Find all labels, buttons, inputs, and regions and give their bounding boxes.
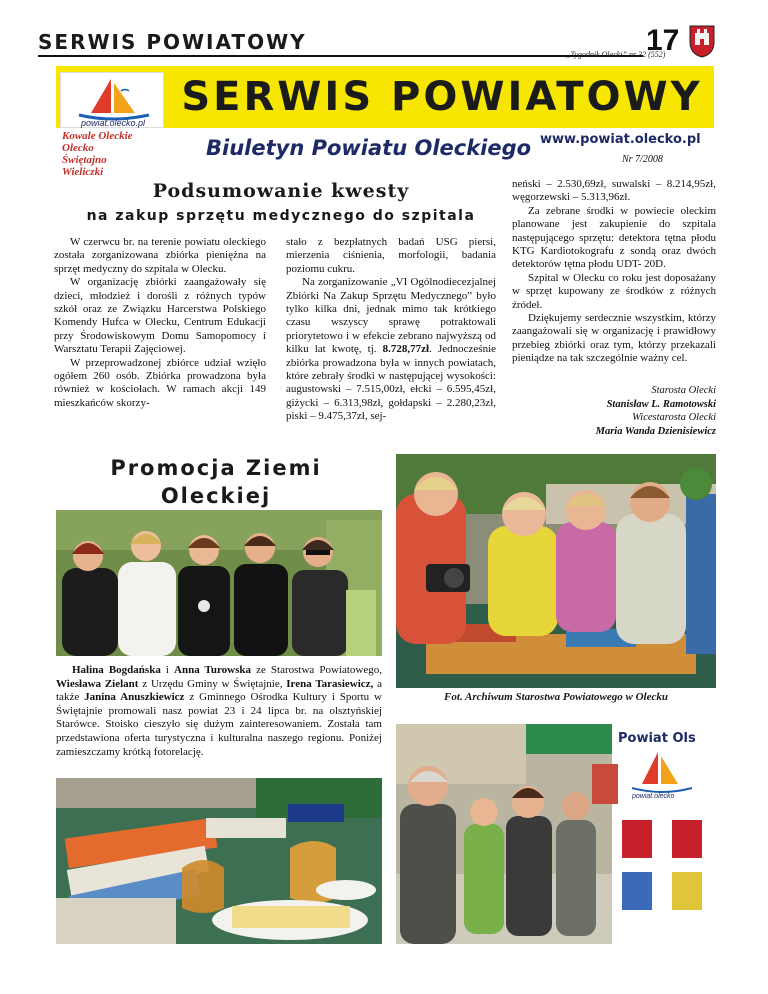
powiat-logo [60,72,164,128]
masthead-url[interactable]: www.powiat.olecko.pl [540,132,701,147]
article-column-2 [286,236,496,424]
paragraph: W organizację zbiórki zaangażowały się dzieci, młodzież i dorośli z różnych typów szkół oraz ze Związku Harcerstwa Polskiego Komendy Hufca w Olecku, Centrum Edukacji przy Środowiskowym Domu Samopomocy i Warsztatu Terapii Zajęciowej. [54,276,266,356]
caption-text: z Urzędu Gminy w Świętajnie, [138,677,287,690]
town-name: Olecko [62,142,94,154]
paragraph: W przeprowadzonej zbiórce udział wzięło ogółem 260 osób. Zbiórka prowadzona była również w kościołach. W ramach akcji 149 mieszkańców skorzy- [54,356,266,409]
article-column-3 [512,178,716,366]
paragraph: Szpital w Olecku co roku jest doposażany w sprzęt kupowany ze środków z różnych źródeł. [512,271,716,311]
table-photo [56,778,382,944]
article-subtitle: na zakup sprzętu medycznego do szpitala [86,208,476,224]
person-name: Irena Tarasiewicz, [286,677,374,690]
svg-text:powiat.olecko.pl: powiat.olecko.pl [80,118,146,128]
signature-role: Starosta Olecki [651,385,716,396]
signature-name: Maria Wanda Dzienisiewicz [595,425,716,437]
signature-name: Stanisław L. Ramotowski [606,398,716,410]
crowd-photo [396,454,716,688]
header-rule [38,55,643,57]
article-column-1 [54,236,266,410]
paragraph: Za zebrane środki w powiecie oleckim planowane jest zakupienie do szpitala następującego sprzętu: detektora tętna płodu KTG Kardiotokografu z sondą oraz dwóch detektorów tętna płodu UDT- 20D. [512,204,716,271]
svg-text:powiat.olecko: powiat.olecko [632,793,675,800]
person-name: Wiesława Zielant [56,677,139,690]
caption-text: i [160,664,175,676]
paragraph: stało z bezpłatnych badań USG piersi, mierzenia ciśnienia, morfologii, badania poziomu cukru. [286,236,496,275]
photo-credit: Fot. Archiwum Starostwa Powiatowego w Olecku [444,691,668,703]
issue-number: Nr 7/2008 [622,154,663,165]
town-name: Kowale Oleckie [62,130,133,142]
masthead [56,66,714,178]
towns-list [62,130,133,178]
page-number: 17 [646,24,680,57]
town-name: Wieliczki [62,166,104,178]
running-header-title: SERWIS POWIATOWY [38,30,307,54]
person-name: Janina Anuszkiewicz [84,691,185,704]
total-amount: 8.728,77zł [382,343,430,356]
paragraph: Na zorganizowanie „VI Ogólnodiecezjalnej Zbiórki Na Zakup Sprzętu Medycznego” było tylko kilka dni, jednak mimo tak krótkiego czasu wszyscy sprawę potraktowali priorytetowo i w efekcie zebrano najwyższą od kilku lat kwotę, tj. 8.728,77zł. Jednocześnie zbiórka prowadzona była w innych powiatach, które zebrały środki w następującej wysokości: augustowski – 7.515,00zł, ełcki – 6.595,45zł, giżycki – 6.313,98zł, gołdapski – 2.280,23zł, piski – 9.475,37zł, sej- [286,276,497,423]
town-name: Świętajno [62,154,107,166]
section-title: Promocja Ziemi Oleckiej [110,456,322,508]
sailboat-icon [61,73,165,129]
group-photo [56,510,382,656]
paragraph: W czerwcu br. na terenie powiatu oleckiego została zorganizowana zbiórka pieniężna na sprzęt medyczny do szpitala w Olecku. [54,236,266,275]
coat-of-arms-icon [688,24,716,58]
person-name: Halina Bogdańska [72,664,161,676]
booth-photo [396,724,716,944]
caption-text: z Gminnego Ośrodka Kultury i Sportu w Świętajnie promowali nasz powiat 23 i 24 lipca br. na olsztyńskiej Starówce. Stoisko cieszyło się dużym zainteresowaniem. Została tam przedstawiona oferta turystyczna i kulturalna naszego regionu. Poniżej zamieszczamy krótką fotorelację. [56,691,382,758]
paragraph: neński – 2.530,69zł, suwalski – 8.214,95zł, węgorzewski – 5.313,96zł. [512,178,716,204]
caption-text: ze Starostwa Powiatowego, [251,664,382,676]
signature-role: Wicestarosta Olecki [632,412,716,423]
article-title: Podsumowanie kwesty [152,180,410,202]
svg-text:Powiat Ols: Powiat Ols [618,731,696,746]
signatures [512,384,716,438]
bulletin-name: Biuletyn Powiatu Oleckiego [206,136,532,160]
masthead-title: SERWIS POWIATOWY [181,74,703,120]
paragraph: Dziękujemy serdecznie wszystkim, którzy zaangażowali się w organizację i prawidłowy przebieg zbiórki oraz tym, którzy przekazali pieniądze na tak szczególnie ważny cel. [512,312,716,365]
caption-text: a także [56,677,382,704]
paragraph [56,664,382,759]
photo-caption [56,664,382,759]
person-name: Anna Turowska [174,664,252,676]
issue-reference: „Tygodnik Olecki” nr 32 (552) [566,50,666,59]
